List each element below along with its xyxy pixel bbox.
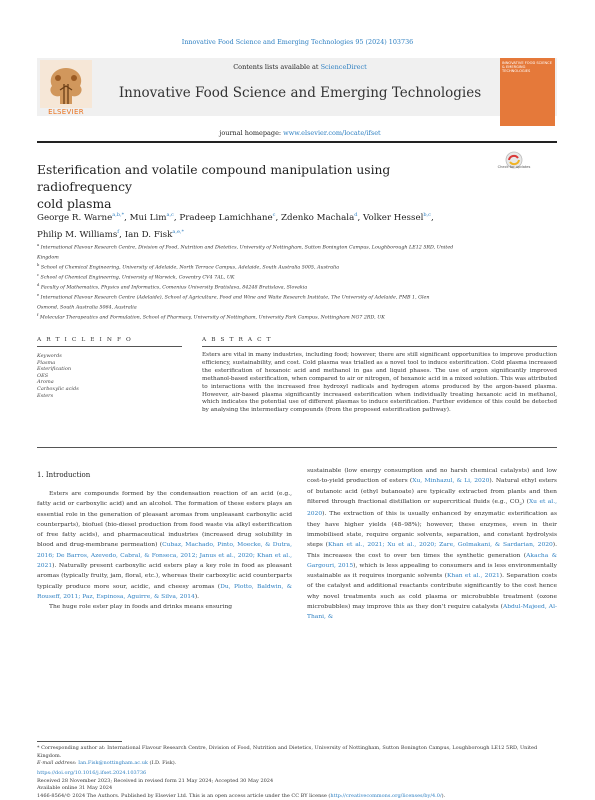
author[interactable]: Pradeep Lamichhane$^c$: [179, 213, 275, 223]
article-info-rule: [37, 346, 182, 347]
article-title: [37, 162, 487, 213]
license-link[interactable]: http://creativecommons.org/licenses/by/4.0/: [330, 793, 441, 799]
author[interactable]: Ian D. Fisk$^{a,e,*}$: [125, 230, 184, 240]
email-link[interactable]: Ian.Fisk@nottingham.ac.uk: [78, 760, 148, 766]
intro-paragraph: [37, 489, 292, 602]
citation-link[interactable]: Khan et al., 2021; Xu et al., 2020; Zare, Golmakani, & Sardarian, 2020: [328, 541, 553, 548]
abstract-rule: [202, 346, 557, 347]
abstract-heading: A B S T R A C T: [202, 337, 272, 343]
journal-title: Innovative Food Science and Emerging Technologies: [105, 85, 495, 101]
author[interactable]: Philip M. Williams$^f$: [37, 230, 119, 240]
paragraph-text: ), which is less appealing to consumers and is less environmentally sustainable as it requires inorganic solvents (: [307, 562, 557, 579]
contents-prefix: Contents lists available at: [233, 63, 320, 71]
author[interactable]: Zdenko Machala$^d$: [281, 213, 357, 223]
article-info-heading: A R T I C L E I N F O: [37, 337, 132, 343]
paragraph-text: The huge role ester play in foods and drinks means ensuring: [49, 603, 232, 610]
intro-paragraph: [307, 466, 557, 623]
keyword: OES: [37, 373, 167, 380]
doi-link[interactable]: https://doi.org/10.1016/j.ifset.2024.103736: [37, 770, 557, 778]
corresponding-author: * Corresponding author at: International Flavour Research Centre, Division of Food, Nutrition and Dietetics, University of Nottingham, Sutton Bonington Campus, Loughborough LE12 5RD, United Kingdom.: [37, 745, 557, 760]
sciencedirect-link[interactable]: ScienceDirect: [321, 63, 367, 71]
affiliation: $^c$ School of Chemical Engineering, University of Warwick, Coventry CV4 7AL, UK: [37, 272, 552, 282]
paragraph-text: ) (: [522, 498, 529, 505]
license-line: 1466-8564/© 2024 The Authors. Published by Elsevier Ltd. This is an open access article under the CC BY license (http://creativecommons.org/licenses/by/4.0/).: [37, 793, 557, 800]
paragraph-text: sustainable (low energy consumption and no harsh chemical catalysts) and low cost-to-yield production of esters (: [307, 467, 557, 484]
keyword: Carboxylic acids: [37, 386, 167, 393]
header-divider: [37, 141, 557, 143]
citation-link[interactable]: Du, Plotto, Baldwin, & Rouseff, 2011; Paz, Espinosa, Aguirre, & Silva, 2014: [37, 583, 292, 600]
intro-right-column: [307, 466, 557, 623]
email-line: E-mail address: Ian.Fisk@nottingham.ac.uk (I.D. Fisk).: [37, 760, 557, 768]
keywords-heading: Keywords: [37, 353, 167, 360]
author[interactable]: Volker Hessel$^{b,c}$: [363, 213, 431, 223]
affiliation: Kingdom: [37, 252, 552, 262]
citation-link[interactable]: Khan et al., 2021: [447, 572, 500, 579]
paragraph-text: ). This increases the cost to over ten times the synthetic generation (: [307, 541, 557, 558]
journal-cover-title: INNOVATIVE FOOD SCIENCE & EMERGING TECHNOLOGIES: [502, 62, 553, 74]
abstract-bottom-rule: [37, 447, 557, 448]
abstract-text: Esters are vital in many industries, including food; however, there are still significant opportunities to improve production efficiency, sustainability, and cost. Cold plasma was trialled as a novel tool to induce esterification. Cold plasma increased the esterification of hexanoic acid and methanol in gas and liquid phases. The use of argon significantly improved methanol-based esterification, when compared to air or nitrogen, of hexanoic acid in a mixed solution. This was attributed to interactions with the increased free hydroxyl radicals and hydrogen atoms produced by the argon-based plasma. However, air-based plasma significantly increased esterification when individually treating hexanoic acid in methanol, which indicates the potential use of different plasmas to induce esterification. Further evidence of this could be detected by analysing the intermediary compounds (from the proposed esterification pathway).: [202, 352, 557, 415]
footnote-rule: [37, 741, 122, 742]
paragraph-text: ). Natural ethyl esters of butanoic acid (ethyl butanoate) are typically extracted from plants and then filtered through fractional distillation or supercritical fluids (e.g., CO: [307, 477, 557, 505]
homepage-prefix: journal homepage:: [219, 129, 283, 137]
keyword: Esters: [37, 393, 167, 400]
affiliation: $^b$ School of Chemical Engineering, University of Adelaide, North Terrace Campus, Adelaide, South Australia 5005, Australia: [37, 262, 552, 272]
intro-paragraph: [37, 602, 292, 612]
journal-homepage: [120, 129, 480, 137]
affiliation: $^d$ Faculty of Mathematics, Physics and Informatics, Comenius University Bratislava, 84248 Bratislava, Slovakia: [37, 282, 552, 292]
citation-link[interactable]: Cubaz, Machado, Pinto, Moecke, & Dutra, 2016; De Barros, Azevedo, Cabral, & Fonseca, 2012; Janus et al., 2020; Khan et al., 2021: [37, 541, 292, 569]
affiliation-list: [37, 242, 552, 322]
author[interactable]: Mui Lim$^{a,c}$: [130, 213, 174, 223]
paragraph-text: ). Naturally present carboxylic acid esters play a key role in food as pleasant aromas (typically fruity, jam, floral, etc.), whereas their carboxylic acid counterparts typically produce more sour, acidic, and cheesy aromas (: [37, 562, 292, 590]
author-line-1: George R. Warne$^{a,b,*}$, Mui Lim$^{a,c}$, Pradeep Lamichhane$^c$, Zdenko Machala$^d$, Volker Hessel$^{b,c}$,: [37, 208, 537, 225]
citation-link[interactable]: Xu et al., 2020: [307, 498, 557, 517]
journal-reference[interactable]: Innovative Food Science and Emerging Technologies 95 (2024) 103736: [0, 38, 595, 46]
keywords-block: [37, 353, 167, 399]
contents-availability: [120, 63, 480, 71]
affiliation: $^e$ International Flavour Research Centre (Adelaide), School of Agriculture, Food and Wine and Waite Research Institute, The University of Adelaide, PMB 1, Glen: [37, 292, 552, 302]
author[interactable]: George R. Warne$^{a,b,*}$: [37, 213, 124, 223]
affiliation: $^f$ Molecular Therapeutics and Formulation, School of Pharmacy, University of Nottingham, University Park Campus, Nottingham NG7 2RD, UK: [37, 312, 552, 322]
intro-left-column: [37, 489, 292, 613]
check-for-updates-label[interactable]: Check for updates: [496, 166, 532, 170]
keyword: Plasma: [37, 360, 167, 367]
author-list: [37, 208, 537, 242]
citation-link[interactable]: Akacha & Gargouri, 2015: [307, 552, 557, 569]
citation-link[interactable]: Xu, Minhazul, & Li, 2020: [412, 477, 489, 484]
keyword: Esterification: [37, 366, 167, 373]
article-title-line-1: Esterification and volatile compound manipulation using radiofrequency: [37, 162, 487, 196]
affiliation: Osmond, South Australia 5064, Australia: [37, 302, 552, 312]
received-dates: Received 28 November 2023; Received in revised form 21 May 2024; Accepted 30 May 2024: [37, 778, 557, 786]
article-title-line-2: cold plasma: [37, 196, 487, 213]
affiliation: $^a$ International Flavour Research Centre, Division of Food, Nutrition and Dietetics, University of Nottingham, Sutton Bonington Campus, Loughborough LE12 5RD, United: [37, 242, 552, 252]
available-online: Available online 31 May 2024: [37, 785, 557, 793]
paragraph-text: ). Separation costs of the catalyst and additional reactants contribute significantly to the cost hence why novel treatments such as cold plasma or microbubble treatment (ozone microbubbles) may improve this as they don't require catalysts (: [307, 572, 557, 610]
citation-link[interactable]: Abdul-Majeed, Al-Thani, &: [307, 603, 557, 620]
paragraph-text: 2: [519, 501, 522, 506]
paragraph-text: Esters are compounds formed by the condensation reaction of an acid (e.g., fatty acid or carboxylic acid) and an alcohol. The formation of these esters plays an essential role in the generation of pleasant aromas from unpleasant carboxylic acid counterparts), biofuel (bio-diesel production from food waste via alkyl esterification of free fatty acids), and pharmaceutical industries (increased drug solubility in blood and drug-membrane permeation) (: [37, 490, 292, 548]
publisher-name: ELSEVIER: [40, 108, 92, 116]
author-line-2: Philip M. Williams$^f$, Ian D. Fisk$^{a,e,*}$: [37, 225, 537, 242]
paragraph-text: ).: [195, 593, 199, 600]
article-history: [37, 770, 557, 800]
keyword: Aroma: [37, 379, 167, 386]
corresponding-author-note: [37, 745, 557, 768]
homepage-link[interactable]: www.elsevier.com/locate/ifset: [283, 129, 381, 137]
paragraph-text: ). The extraction of this is usually enhanced by enzymatic esterification as they have higher yields (48–98%); however, these enzymes, even in their immobilised state, require organic solvents, separation, and constant hydrolysis steps (: [307, 510, 557, 548]
introduction-heading: 1. Introduction: [37, 471, 90, 479]
